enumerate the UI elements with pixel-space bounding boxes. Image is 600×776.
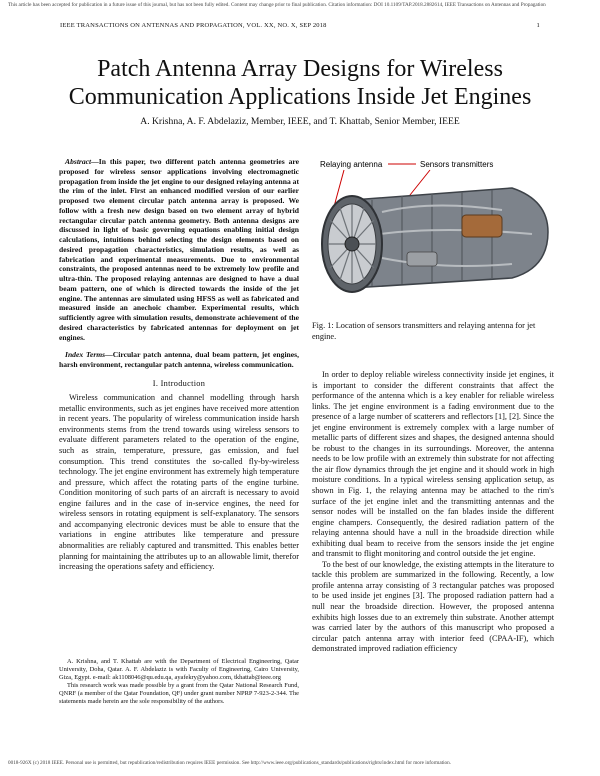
abstract	[59, 157, 299, 342]
paper-title: Patch Antenna Array Designs for Wireless Communication Applications Inside Jet Engines	[68, 56, 532, 110]
footnote-affiliations: A. Krishna, and T. Khattab are with the Department of Electrical Engineering, Qatar University, Doha, Qatar. A. F. Abdelaziz is with Faculty of Engineering, Cairo University, Giza, Egypt. e-mail: ak1108046@qu.edu.qa, ayafekry@yahoo.com, tkhattab@ieee.org	[59, 658, 299, 681]
page-number: 1	[536, 22, 540, 29]
intro-paragraph: Wireless communication and channel modelling through harsh metallic environments, such as jet engines have received more attention in recent years. The popularity of wireless communication inside harsh environments stems from the trend towards using wireless sensors to evaluate different parameters related to the operation of the engine, such as strain, temperature, pressure, gas emission, and fuel consumption. This trend constitutes the so-called fly-by-wireless technology. The jet engine environment has extremely high temperature and pressure, which affect the rotating parts of the engine turbine. Condition monitoring of such parts of an aircraft is necessary to avoid engine failures and in the case of in-service engines, the need for wireless sensors in rotating equipment is self-explanatory. The sensors and accompanying electronic devices must be able to ensure that the variations in engine attributes like temperature and pressure abnormalities are reliably captured and transmitted. This enables better planning for maintaining the attributes up to an allowable limit, therefor increasing the operations safety and efficiency.	[59, 393, 299, 572]
left-column	[59, 157, 299, 573]
figure-jet-engine	[312, 160, 554, 316]
body-paragraph-2: To the best of our knowledge, the existing attempts in the literature to tackle this problem are summarized in the following. Recently, a low profile antenna array consisting of 3 rectangular patches was proposed to be used inside jet engines [3]. The proposed radiation pattern had a null near the broadside direction. However, the proposed antenna exhibits high losses due to an extremely thin substrate. Another attempt was carried later by the authors of this manuscript who proposed a circular patch antenna array with interior feed (CPAA-IF), which demonstrated improved radiation efficiency	[312, 559, 554, 654]
label-relaying-antenna: Relaying antenna	[320, 160, 383, 169]
jet-engine-illustration	[312, 160, 554, 316]
footnotes	[59, 658, 299, 706]
index-terms-label: Index Terms	[65, 350, 106, 360]
running-header-text: IEEE TRANSACTIONS ON ANTENNAS AND PROPAGATION, VOL. XX, NO. X, SEP 2018	[60, 22, 327, 29]
abstract-label: Abstract	[65, 157, 92, 166]
publication-notice: This article has been accepted for publication in a future issue of this journal, but has not been fully edited. Content may change prior to final publication. Citation information: DOI 10.1109/TAP.2018.2882614, IEEE Transactions on Antennas and Propagation	[8, 2, 546, 8]
index-terms	[59, 350, 299, 370]
footnote-funding: This research work was made possible by a grant from the Qatar National Research Fund, QNRF (a member of the Qatar Foundation, QF) under grant number NPRP 7-923-2-344. The statements made herein are the sole responsibility of the authors.	[59, 682, 299, 705]
index-terms-text: —Circular patch antenna, dual beam pattern, jet engines, harsh environment, rectangular patch antenna, wireless communication.	[59, 350, 299, 369]
right-column	[312, 370, 554, 655]
author-list: A. Krishna, A. F. Abdelaziz, Member, IEEE, and T. Khattab, Senior Member, IEEE	[140, 116, 460, 127]
abstract-text: —In this paper, two different patch antenna geometries are proposed for wireless sensor applications involving electromagnetic propagation from inside the jet engine to our designed relaying antenna at the rim of the inlet. First an enhanced modified version of our earlier proposed two element circular patch antenna array is proposed. We follow with a fresh new design based on two element array of hybrid rectangular circular patch antenna geometry. Both antenna designs are discussed in light of basic governing equations enabling initial design calculations, intuitions behind selecting the design elements based on desired propagation characteristics, simulation results, as well as fabrication and experimental measurements. Due to environmental constraints, the proposed antennas need to be extremely low profile and ultra-thin. The proposed relaying antennas are designed to have a dual beam pattern, one of which is directed towards the inside of the jet engine. The antennas are simulated using HFSS as well as fabricated and measured inside an anechoic chamber. Experimental results, which sufficiently agree with simulation results, demonstrate achievement of the desired characteristics by fabricated antennas for deployment on jet engines.	[59, 157, 299, 342]
figure-caption: Fig. 1: Location of sensors transmitters and relaying antenna for jet engine.	[312, 321, 536, 341]
section-heading-introduction: I. Introduction	[152, 378, 206, 388]
engine-inlet-fan	[322, 196, 382, 292]
copyright-notice: 0018-926X (c) 2018 IEEE. Personal use is permitted, but republication/redistribution requires IEEE permission. See http://www.ieee.org/publications_standards/publications/rights/index.html for more information.	[8, 760, 452, 766]
running-header	[60, 22, 540, 29]
body-paragraph-1: In order to deploy reliable wireless connectivity inside jet engines, it is important to consider the different constraints that affect the performance of the antenna which is a key enabler for reliable wireless links. The jet engine environment is a fading environment due to the presence of a large number of scatterers and reflectors [1], [2]. Since the jet engine environment is extremely complex with a large number of metallic parts of different sizes and shapes, the designed antenna should be robust to the changes in its surroundings. Moreover, the antenna needs to be low profile with an extremely thin substrate for not affecting the air flow dynamics through the jet engine and it should work in high moisture conditions. In a typical wireless sensing application setup, as shown in Fig. 1, the relaying antenna may be attached to the rim's surface of the jet engine inlet and the transmitting antennas and the sensor nodes will be installed on the fan blades inside the different engine champers. Consequently, the desired radiation pattern of the relaying antenna should have a null in the broadside direction while exhibiting dual beam to receive from the sensors inside the jet engine and transmit to flight monitoring and control outside the jet engine.	[312, 370, 554, 559]
label-sensors-transmitters: Sensors transmitters	[420, 160, 494, 169]
